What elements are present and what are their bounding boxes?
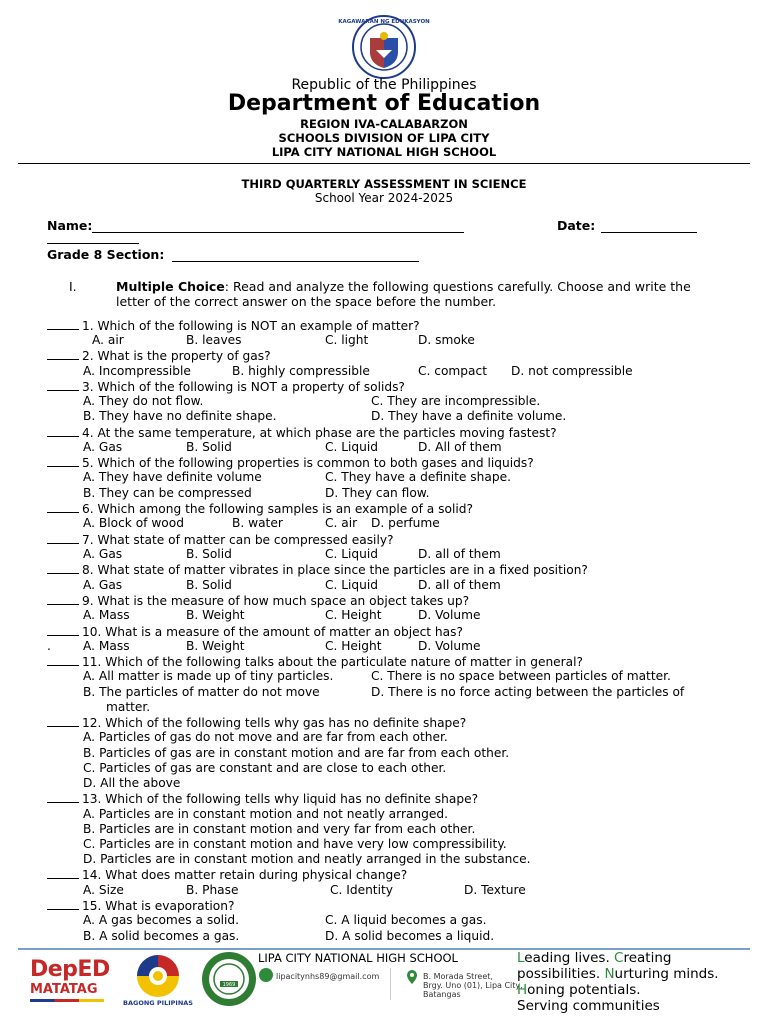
q6-choice-d: D. perfume [371, 516, 440, 530]
answer-blank-14[interactable] [47, 867, 79, 879]
email-icon [259, 968, 273, 982]
q11-choice-a: A. All matter is made up of tiny particles. [83, 669, 334, 683]
q9-choice-c: C. Height [325, 608, 382, 622]
q7-choice-c: C. Liquid [325, 547, 379, 561]
q10-choice-c: C. Height [325, 639, 382, 653]
q9-choice-b: B. Weight [186, 608, 245, 622]
question-2-stem: 2. What is the property of gas? [82, 349, 271, 363]
q6-choice-a: A. Block of wood [83, 516, 184, 530]
q2-choice-d: D. not compressible [511, 364, 633, 378]
question-11 [47, 654, 583, 670]
question-12 [47, 715, 466, 731]
exam-title: THIRD QUARTERLY ASSESSMENT IN SCIENCE [241, 177, 527, 191]
q14-choice-c: C. Identity [330, 883, 393, 897]
answer-blank-2[interactable] [47, 348, 79, 360]
q12-choice-b: B. Particles of gas are in constant motion and are far from each other. [83, 746, 510, 760]
footer-address-1: B. Morada Street, [423, 972, 493, 981]
question-13 [47, 791, 478, 807]
question-4 [47, 425, 557, 441]
q10-choice-a: A. Mass [83, 639, 130, 653]
q7-choice-b: B. Solid [186, 547, 232, 561]
question-6-stem: 6. Which among the following samples is an example of a solid? [82, 502, 473, 516]
answer-blank-11[interactable] [47, 654, 79, 666]
question-7-stem: 7. What state of matter can be compressed easily? [82, 533, 394, 547]
question-3 [47, 379, 405, 395]
q1-choice-a: A. air [92, 333, 124, 347]
question-14-stem: 14. What does matter retain during physical change? [82, 868, 408, 882]
header-divider [18, 163, 750, 164]
question-1 [47, 318, 420, 334]
q3-choice-b: B. They have no definite shape. [83, 409, 277, 423]
answer-blank-1[interactable] [47, 318, 79, 330]
q13-choice-b: B. Particles are in constant motion and very far from each other. [83, 822, 476, 836]
location-pin-icon [407, 970, 417, 984]
answer-blank-3[interactable] [47, 379, 79, 391]
region-label: REGION IVA-CALABARZON [300, 117, 468, 131]
q2-choice-c: C. compact [418, 364, 487, 378]
q3-choice-c: C. They are incompressible. [371, 394, 541, 408]
tagline-line-1: Leading lives. Creating [517, 950, 672, 966]
q5-choice-a: A. They have definite volume [83, 470, 262, 484]
school-year: School Year 2024-2025 [314, 191, 454, 205]
q11-choice-d: D. There is no force acting between the particles of [371, 685, 685, 699]
section-label: Grade 8 Section: [47, 247, 165, 262]
instruction-type: Multiple Choice [116, 279, 225, 294]
lcnhs-seal-logo [200, 950, 258, 1008]
q12-choice-c: C. Particles of gas are constant and are close to each other. [83, 761, 447, 775]
answer-blank-8[interactable] [47, 562, 79, 574]
question-2 [47, 348, 271, 364]
q14-choice-a: A. Size [83, 883, 124, 897]
answer-blank-10[interactable] [47, 624, 79, 636]
q10-stray-dot: . [47, 639, 51, 653]
q14-choice-b: B. Phase [186, 883, 239, 897]
q4-choice-b: B. Solid [186, 440, 232, 454]
q1-choice-b: B. leaves [186, 333, 242, 347]
q8-choice-d: D. all of them [418, 578, 501, 592]
q14-choice-d: D. Texture [464, 883, 526, 897]
instruction-number: I. [69, 279, 77, 294]
q15-choice-c: C. A liquid becomes a gas. [325, 913, 487, 927]
question-7 [47, 532, 394, 548]
q11-choice-b: B. The particles of matter do not move [83, 685, 320, 699]
q13-choice-a: A. Particles are in constant motion and not neatly arranged. [83, 807, 448, 821]
school-label: LIPA CITY NATIONAL HIGH SCHOOL [271, 145, 497, 159]
q5-choice-b: B. They can be compressed [83, 486, 252, 500]
q10-choice-b: B. Weight [186, 639, 245, 653]
q9-choice-a: A. Mass [83, 608, 130, 622]
answer-blank-13[interactable] [47, 791, 79, 803]
q5-choice-d: D. They can flow. [325, 486, 430, 500]
question-14 [47, 867, 407, 883]
tagline-line-4: Serving communities [517, 998, 660, 1014]
question-9-stem: 9. What is the measure of how much space an object takes up? [82, 594, 470, 608]
question-12-stem: 12. Which of the following tells why gas has no definite shape? [82, 716, 467, 730]
q13-choice-c: C. Particles are in constant motion and have very low compressibility. [83, 837, 507, 851]
question-11-stem: 11. Which of the following talks about the particulate nature of matter in general? [82, 655, 584, 669]
question-15 [47, 898, 234, 914]
footer-separator [390, 968, 391, 1000]
deped-matatag-logo [30, 958, 110, 1008]
footer-school-name: LIPA CITY NATIONAL HIGH SCHOOL [258, 951, 458, 965]
question-6 [47, 501, 473, 517]
division-label: SCHOOLS DIVISION OF LIPA CITY [278, 131, 490, 145]
q15-choice-a: A. A gas becomes a solid. [83, 913, 240, 927]
footer-address-2: Brgy. Uno (01), Lipa City, [423, 981, 523, 990]
bagong-pilipinas-label: BAGONG PILIPINAS [123, 999, 193, 1007]
footer-email[interactable]: lipacitynhs89@gmail.com [276, 972, 380, 981]
deped-wordmark: DepED [30, 957, 110, 982]
q13-choice-d: D. Particles are in constant motion and neatly arranged in the substance. [83, 852, 531, 866]
q2-choice-b: B. highly compressible [232, 364, 370, 378]
question-5-stem: 5. Which of the following properties is common to both gases and liquids? [82, 456, 534, 470]
q4-choice-a: A. Gas [83, 440, 123, 454]
seal-year: 1969 [222, 982, 236, 988]
answer-blank-4[interactable] [47, 425, 79, 437]
answer-blank-5[interactable] [47, 455, 79, 467]
question-10 [47, 624, 463, 640]
q1-choice-c: C. light [325, 333, 369, 347]
tagline-line-4-clip [517, 998, 660, 1014]
question-10-stem: 10. What is a measure of the amount of matter an object has? [82, 625, 463, 639]
instruction-line-1 [116, 279, 691, 294]
q11-choice-c: C. There is no space between particles of matter. [371, 669, 671, 683]
q11-choice-d-continued: matter. [106, 700, 151, 714]
q7-choice-d: D. all of them [418, 547, 501, 561]
question-5 [47, 455, 534, 471]
deped-seal-logo [338, 14, 430, 80]
tagline-line-3: Honing potentials. [517, 982, 641, 998]
tagline-line-2: possibilities. Nurturing minds. [517, 966, 719, 982]
q12-choice-a: A. Particles of gas do not move and are far from each other. [83, 730, 448, 744]
answer-blank-12[interactable] [47, 715, 79, 727]
q5-choice-c: C. They have a definite shape. [325, 470, 511, 484]
q8-choice-b: B. Solid [186, 578, 232, 592]
question-15-stem: 15. What is evaporation? [82, 899, 235, 913]
matatag-color-bar [30, 999, 104, 1002]
q15-choice-d: D. A solid becomes a liquid. [325, 929, 495, 943]
footer-address-3: Batangas [423, 990, 461, 999]
name-field[interactable] [92, 232, 464, 233]
question-8-stem: 8. What state of matter vibrates in place since the particles are in a fixed position? [82, 563, 588, 577]
question-13-stem: 13. Which of the following tells why liquid has no definite shape? [82, 792, 479, 806]
q10-choice-d: D. Volume [418, 639, 481, 653]
instruction-text-1: : Read and analyze the following questions carefully. Choose and write the [224, 279, 691, 294]
section-field[interactable] [172, 261, 419, 262]
question-8 [47, 562, 588, 578]
q2-choice-a: A. Incompressible [83, 364, 191, 378]
date-field[interactable] [601, 232, 697, 233]
q3-choice-a: A. They do not flow. [83, 394, 204, 408]
republic-label: Republic of the Philippines [291, 77, 477, 93]
q9-choice-d: D. Volume [418, 608, 481, 622]
name-label: Name: [47, 218, 93, 233]
department-title: Department of Education [227, 91, 541, 116]
date-field-continuation[interactable] [47, 243, 139, 244]
matatag-wordmark: MATATAG [30, 982, 98, 997]
question-4-stem: 4. At the same temperature, at which phase are the particles moving fastest? [82, 426, 557, 440]
q4-choice-d: D. All of them [418, 440, 502, 454]
q7-choice-a: A. Gas [83, 547, 123, 561]
q12-choice-d: D. All the above [83, 776, 181, 790]
answer-blank-9[interactable] [47, 593, 79, 605]
q8-choice-a: A. Gas [83, 578, 123, 592]
question-3-stem: 3. Which of the following is NOT a property of solids? [82, 380, 405, 394]
question-1-stem: 1. Which of the following is NOT an example of matter? [82, 319, 420, 333]
q3-choice-d: D. They have a definite volume. [371, 409, 567, 423]
date-label: Date: [557, 218, 596, 233]
q4-choice-c: C. Liquid [325, 440, 379, 454]
q15-choice-b: B. A solid becomes a gas. [83, 929, 240, 943]
instruction-text-2: letter of the correct answer on the space before the number. [116, 294, 497, 309]
q6-choice-c: C. air [325, 516, 358, 530]
question-9 [47, 593, 469, 609]
svg-text:KAGAWARAN NG EDUKASYON: KAGAWARAN NG EDUKASYON [338, 19, 430, 25]
q1-choice-d: D. smoke [418, 333, 475, 347]
answer-blank-6[interactable] [47, 501, 79, 513]
answer-blank-15[interactable] [47, 898, 79, 910]
answer-blank-7[interactable] [47, 532, 79, 544]
q6-choice-b: B. water [232, 516, 283, 530]
q8-choice-c: C. Liquid [325, 578, 379, 592]
